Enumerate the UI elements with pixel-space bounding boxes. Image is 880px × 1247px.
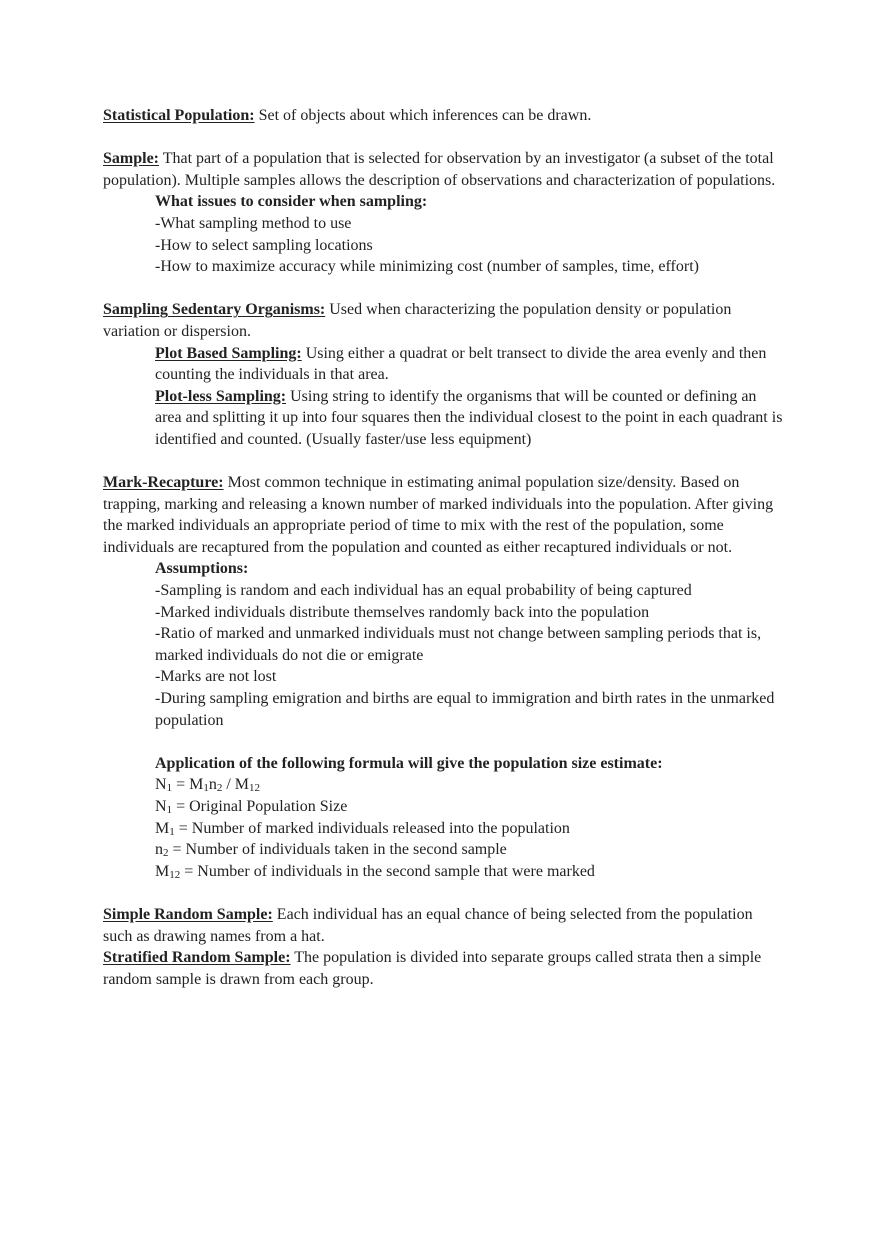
definition-subscript: 2	[163, 847, 169, 860]
formula-heading: Application of the following formula will give the population size estimate:	[155, 754, 663, 772]
formula-symbol: M	[234, 776, 250, 794]
definition-text: = Number of marked individuals released into the population	[174, 819, 570, 837]
sedentary-methods-block	[103, 343, 783, 451]
document-body	[103, 105, 783, 990]
plot-based-term: Plot Based Sampling:	[155, 344, 302, 362]
simple-random-definition: Each individual has an equal chance of being selected from the population such as drawing names from a hat.	[103, 905, 753, 945]
definition-subscript: 12	[169, 868, 181, 881]
formula-subscript: 1	[166, 782, 173, 795]
definition-symbol: M	[155, 819, 170, 837]
sample-paragraph	[103, 148, 783, 191]
population-formula	[155, 774, 783, 796]
plotless-definition: Using string to identify the organisms that will be counted or defining an area and splitting it up into four squares then the individual closest to the point in each quadrant is identified and counted. (Usually faster/use less equipment)	[155, 387, 783, 448]
definition-text: = Original Population Size	[172, 798, 348, 815]
statistical-population-paragraph	[103, 105, 783, 127]
plot-based-paragraph	[155, 343, 783, 386]
definition-text: = Number of individuals taken in the second sample	[168, 841, 507, 859]
sampling-issue-item: -How to select sampling locations	[155, 236, 373, 254]
assumption-item: -During sampling emigration and births are equal to immigration and birth rates in the unmarked population	[155, 690, 775, 729]
definition-subscript: 1	[166, 804, 173, 816]
formula-operator: /	[222, 776, 235, 794]
sedentary-sampling-term: Sampling Sedentary Organisms:	[103, 301, 326, 319]
plotless-term: Plot-less Sampling:	[155, 387, 287, 405]
spacer	[103, 127, 783, 149]
definition-symbol: M	[155, 862, 170, 880]
stratified-random-definition: The population is divided into separate groups called strata then a simple random sample is drawn from each group.	[103, 949, 762, 988]
statistical-population-term: Statistical Population:	[103, 107, 255, 124]
definition-subscript: 1	[169, 825, 175, 838]
formula-subscript: 12	[249, 782, 261, 795]
plot-based-definition: Using either a quadrat or belt transect to divide the area evenly and then counting the individuals in that area.	[155, 344, 767, 384]
assumption-item: -Sampling is random and each individual has an equal probability of being captured	[155, 582, 692, 600]
definition-symbol: N	[155, 798, 167, 815]
sedentary-sampling-definition: Used when characterizing the population density or population variation or dispersion.	[103, 301, 732, 340]
formula-operator: =	[172, 776, 190, 794]
sampling-issue-item: -What sampling method to use	[155, 214, 352, 232]
spacer	[103, 451, 783, 473]
sample-term: Sample:	[103, 150, 159, 168]
spacer	[155, 731, 783, 753]
sample-definition: That part of a population that is selected for observation by an investigator (a subset of the total population). Multiple samples allows the description of observations and characterization of populations.	[103, 150, 776, 189]
mark-recapture-term: Mark-Recapture:	[103, 474, 224, 492]
definition-text: = Number of individuals in the second sample that were marked	[180, 862, 595, 880]
formula-symbol: M	[189, 776, 204, 794]
formula-definition	[155, 818, 783, 840]
formula-definition	[155, 839, 783, 861]
stratified-random-paragraph	[103, 947, 783, 990]
sampling-issues-heading: What issues to consider when sampling:	[155, 193, 428, 211]
plotless-paragraph	[155, 386, 783, 451]
assumptions-heading: Assumptions:	[155, 560, 249, 578]
definition-symbol: n	[155, 841, 163, 859]
formula-subscript: 1	[203, 782, 209, 795]
mark-recapture-definition: Most common technique in estimating animal population size/density. Based on trapping, marking and releasing a known number of marked individuals into the population. After giving the marked individuals an appropriate period of time to mix with the rest of the population, some individuals are recaptured from the population and counted as either recaptured individuals or not.	[103, 474, 774, 556]
mark-recapture-paragraph	[103, 472, 783, 558]
simple-random-paragraph	[103, 904, 783, 947]
sampling-issue-item: -How to maximize accuracy while minimizing cost (number of samples, time, effort)	[155, 258, 699, 276]
assumption-item: -Marked individuals distribute themselves randomly back into the population	[155, 603, 650, 621]
stratified-random-term: Stratified Random Sample:	[103, 949, 291, 967]
formula-definition	[155, 796, 783, 818]
formula-symbol: N	[155, 776, 167, 794]
formula-symbol: n	[208, 776, 217, 794]
formula-definition	[155, 861, 783, 883]
spacer	[103, 278, 783, 300]
sampling-issues-block	[103, 191, 783, 277]
assumption-item: -Ratio of marked and unmarked individuals must not change between sampling periods that is, marked individuals do not die or emigrate	[155, 625, 762, 664]
simple-random-term: Simple Random Sample:	[103, 905, 273, 923]
sedentary-sampling-paragraph	[103, 299, 783, 342]
assumptions-block	[103, 558, 783, 882]
assumption-item: -Marks are not lost	[155, 668, 277, 686]
statistical-population-definition: Set of objects about which inferences can be drawn.	[254, 107, 592, 124]
spacer	[103, 882, 783, 904]
formula-subscript: 2	[216, 782, 223, 795]
